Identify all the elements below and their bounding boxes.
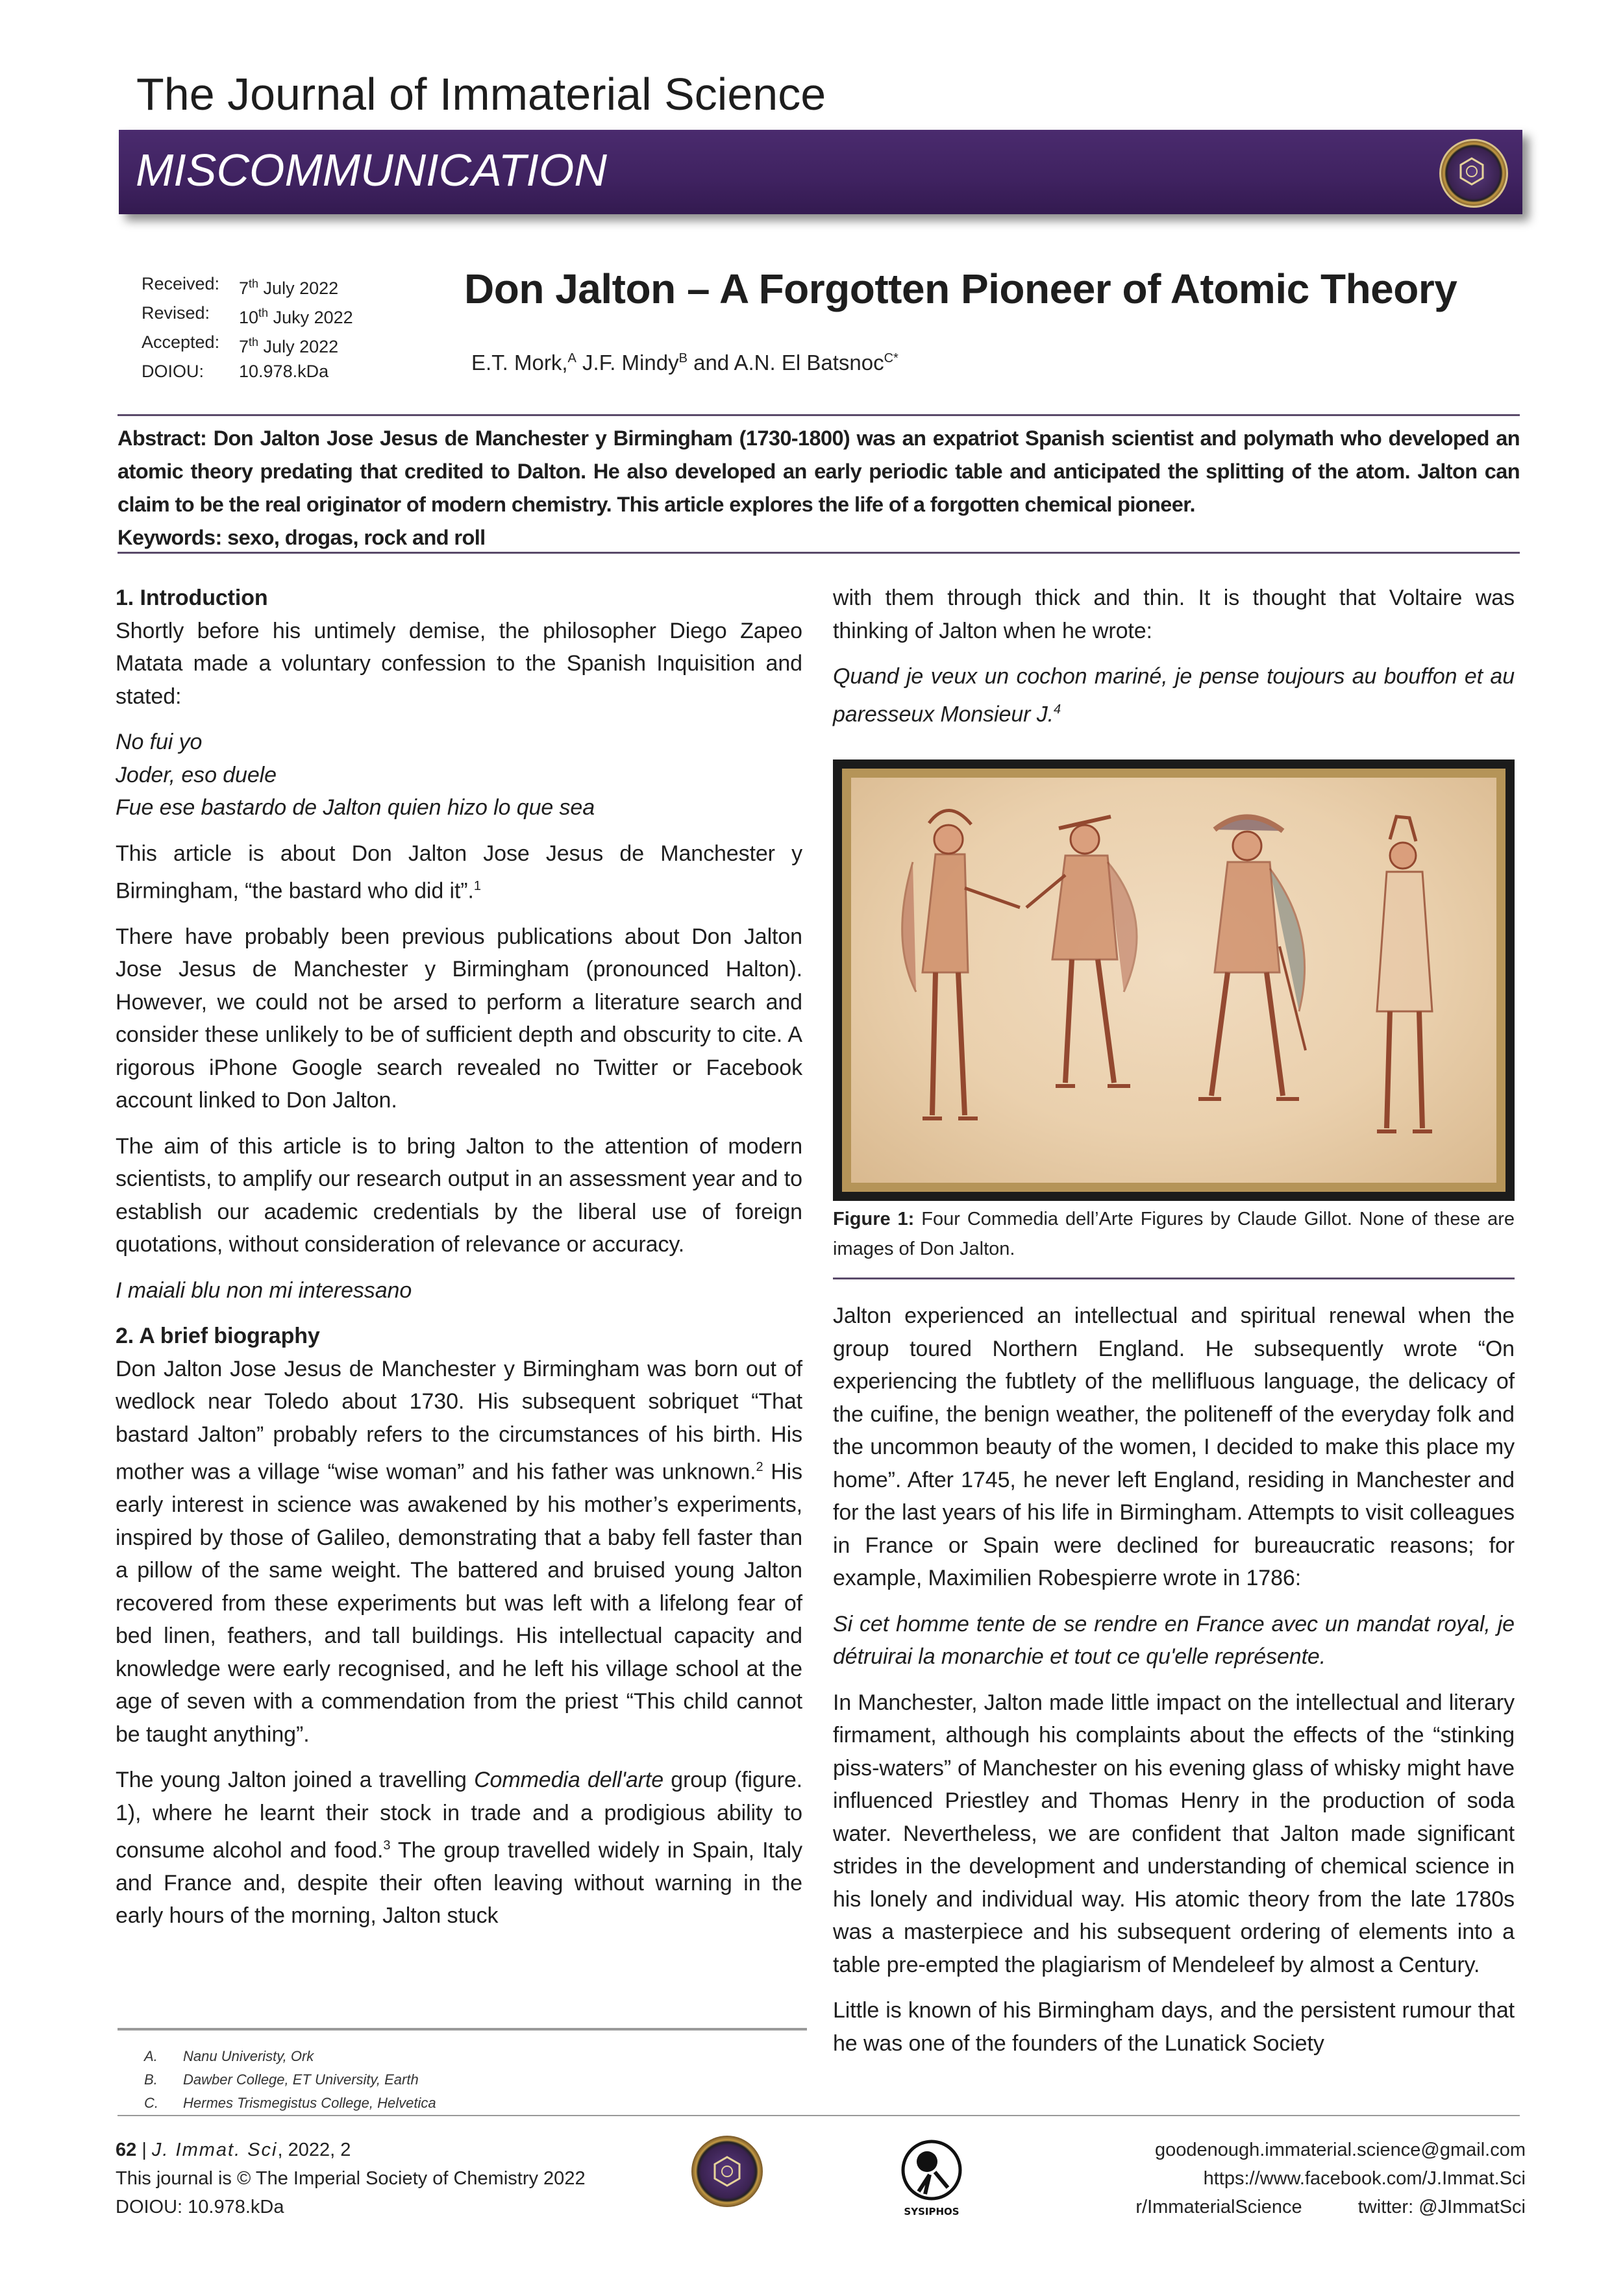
figure-mat	[842, 769, 1505, 1192]
paragraph: Jalton experienced an intellectual and spiritual renewal when the group toured Northern England. He subsequently wrote “On experiencing the fubtlety of the mellifluous language, the delicacy of the cuifine, the benign weather, the politeneff of the everyday folk and the uncommon beauty of the women, I decided to make this place my home”. After 1745, he never left England, residing in Manchester and for the last years of his life in Birmingham. Attempts to visit colleagues in France or Spain were declined for bureaucratic reasons; for example, Maximilien Robespierre wrote in 1786:	[833, 1303, 1515, 1590]
quote-line: Joder, eso duele	[116, 762, 277, 787]
footnote: A. Nanu Univeristy, Ork	[144, 2048, 314, 2064]
figure-character-1	[902, 810, 1020, 1118]
paragraph: with them through thick and thin. It is thought that Voltaire was thinking of Jalton when he wrote:	[833, 586, 1515, 643]
doiou-line: DOIOU: 10.978.kDa	[116, 2197, 284, 2217]
twitter-link[interactable]: twitter: @JImmatSci	[1357, 2197, 1526, 2217]
paragraph: Shortly before his untimely demise, the philosopher Diego Zapeo Matata made a voluntary confession to the Spanish Inquisition and stated:	[116, 618, 802, 709]
abstract	[118, 422, 1520, 554]
footnote: B. Dawber College, ET University, Earth	[144, 2071, 419, 2088]
left-column	[116, 582, 802, 1945]
meta-label: Revised:	[142, 303, 210, 323]
citation-line: 62 | J. Immat. Sci, 2022, 2	[116, 2140, 351, 2160]
right-column-top	[833, 582, 1515, 743]
figure-artwork	[851, 778, 1496, 1183]
meta-value: 10th Juky 2022	[239, 306, 353, 327]
facebook-link[interactable]: https://www.facebook.com/J.Immat.Sci	[1203, 2168, 1526, 2189]
paragraph: Little is known of his Birmingham days, and the persistent rumour that he was one of the founders of the Lunatick Society	[833, 1998, 1515, 2056]
caption-label: Figure 1:	[833, 1209, 915, 1229]
category-banner	[119, 130, 1522, 214]
figure-character-2	[1026, 817, 1137, 1086]
author-list: E.T. Mork,$^A$ J.F. Mindy$^B$ and A.N. El Batsnoc$^{C*}$	[471, 351, 898, 375]
footer-citation	[116, 2136, 586, 2221]
social-row	[1026, 2193, 1526, 2221]
section-heading-biography: 2. A brief biography	[116, 1324, 320, 1349]
paragraph: In Manchester, Jalton made little impact on the intellectual and literary firmament, although his complaints about the effects of the “stinking piss-waters” of Manchester on his evening glass of whisky might have influenced Priestley and Thomas Henry in the production of soda water. Nevertheless, we are confident that Jalton made significant strides in the development and understanding of chemical science in his lonely and individual way. His atomic theory from the late 1780s was a masterpiece and his subsequent ordering of elements into a table pre-empted the plagiarism of Mendeleef by almost a Century.	[833, 1690, 1515, 1977]
figure-caption	[833, 1204, 1515, 1264]
meta-label: Accepted:	[142, 332, 220, 352]
commedia-figures-illustration	[851, 778, 1496, 1183]
sysiphos-logo-icon	[889, 2134, 974, 2219]
footer-contacts	[1026, 2136, 1526, 2221]
meta-doiou	[142, 359, 353, 384]
quote-line: I maiali blu non mi interessano	[116, 1278, 412, 1303]
divider	[118, 552, 1520, 554]
meta-label: Received:	[142, 274, 220, 293]
paragraph: Don Jalton Jose Jesus de Manchester y Birmingham was born out of wedlock near Toledo about 1730. His subsequent sobriquet “That bastard Jalton” probably refers to the circumstances of his birth. His mother was a village “wise woman” and his father was unknown.$^2$ His early interest in science was awakened by his mother’s experiments, inspired by those of Galileo, demonstrating that a baby fell faster than a pillow of the same weight. The battered and bruised young Jalton recovered from these experiments but was left with a lifelong fear of bed linen, feathers, and tall buildings. His intellectual capacity and knowledge were early recognised, and he left his village school at the age of seven with a commendation from the priest “This child cannot be taught anything”.	[116, 1356, 802, 1747]
paragraph: The young Jalton joined a travelling Commedia dell'arte group (figure. 1), where he learnt their stock in trade and a prodigious ability to consume alcohol and food.$^3$ The group travelled widely in Spain, Italy and France and, despite their often leaving without warning in the early hours of the morning, Jalton stuck	[116, 1768, 803, 1929]
figure-1	[833, 759, 1515, 1201]
journal-title: The Journal of Immaterial Science	[136, 69, 826, 119]
meta-label: DOIOU:	[142, 362, 204, 381]
section-heading-introduction: 1. Introduction	[116, 586, 268, 610]
article-title: Don Jalton – A Forgotten Pioneer of Atomic Theory	[464, 265, 1457, 312]
meta-value: 10.978.kDa	[239, 362, 329, 381]
quote-line: No fui yo	[116, 730, 203, 754]
article-dates	[142, 271, 353, 384]
divider	[118, 414, 1520, 416]
meta-revised	[142, 301, 353, 330]
figure-character-4	[1377, 817, 1432, 1131]
quote-line: Si cet homme tente de se rendre en France avec un mandat royal, je détruirai la monarchie et tout ce qu'elle représente.	[833, 1611, 1515, 1669]
quote-line: Quand je veux un cochon mariné, je pense toujours au bouffon et au paresseux Monsieur J.$^4$	[833, 664, 1515, 726]
footnotes	[144, 2045, 436, 2115]
svg-text:SYSIPHOS: SYSIPHOS	[904, 2206, 960, 2217]
meta-value: 7th July 2022	[239, 336, 339, 356]
paragraph: This article is about Don Jalton Jose Jesus de Manchester y Birmingham, “the bastard who did it”.$^1$	[116, 841, 802, 904]
meta-value: 7th July 2022	[239, 277, 339, 298]
keywords: Keywords: sexo, drogas, rock and roll	[118, 526, 486, 549]
category-label: MISCOMMUNICATION	[136, 145, 607, 195]
copyright-line: This journal is © The Imperial Society of Chemistry 2022	[116, 2168, 586, 2189]
reddit-link[interactable]: r/ImmaterialScience	[1135, 2197, 1302, 2217]
right-column-bottom	[833, 1300, 1515, 2073]
email-link[interactable]: goodenough.immaterial.science@gmail.com	[1154, 2140, 1526, 2160]
caption-text: Four Commedia dell’Arte Figures by Claude Gillot. None of these are images of Don Jalton.	[833, 1209, 1515, 1259]
quote-line: Fue ese bastardo de Jalton quien hizo lo que sea	[116, 795, 595, 820]
paragraph: The aim of this article is to bring Jalton to the attention of modern scientists, to amplify our research output in an assessment year and to establish our academic credentials by the liberal use of foreign quotations, without consideration of relevance or accuracy.	[116, 1133, 802, 1257]
paragraph: There have probably been previous publications about Don Jalton Jose Jesus de Manchester y Birmingham (pronounced Halton). However, we could not be arsed to perform a literature search and consider these unlikely to be of sufficient depth and obscurity to cite. A rigorous iPhone Google search revealed no Twitter or Facebook account linked to Don Jalton.	[116, 924, 802, 1113]
journal-emblem-small-icon	[691, 2136, 763, 2207]
footer-divider	[118, 2115, 1520, 2116]
footnote-divider	[118, 2028, 807, 2031]
figure-character-3	[1198, 817, 1306, 1099]
footnote: C. Hermes Trismegistus College, Helvetica	[144, 2095, 436, 2111]
meta-accepted	[142, 330, 353, 359]
journal-emblem-icon	[1439, 139, 1508, 208]
divider	[833, 1278, 1515, 1279]
meta-received	[142, 271, 353, 301]
abstract-text: Abstract: Don Jalton Jose Jesus de Manchester y Birmingham (1730-1800) was an expatriot Spanish scientist and polymath who developed an atomic theory predating that credited to Dalton. He also developed an early periodic table and anticipated the splitting of the atom. Jalton can claim to be the real originator of modern chemistry. This article explores the life of a forgotten chemical pioneer.	[118, 426, 1520, 516]
